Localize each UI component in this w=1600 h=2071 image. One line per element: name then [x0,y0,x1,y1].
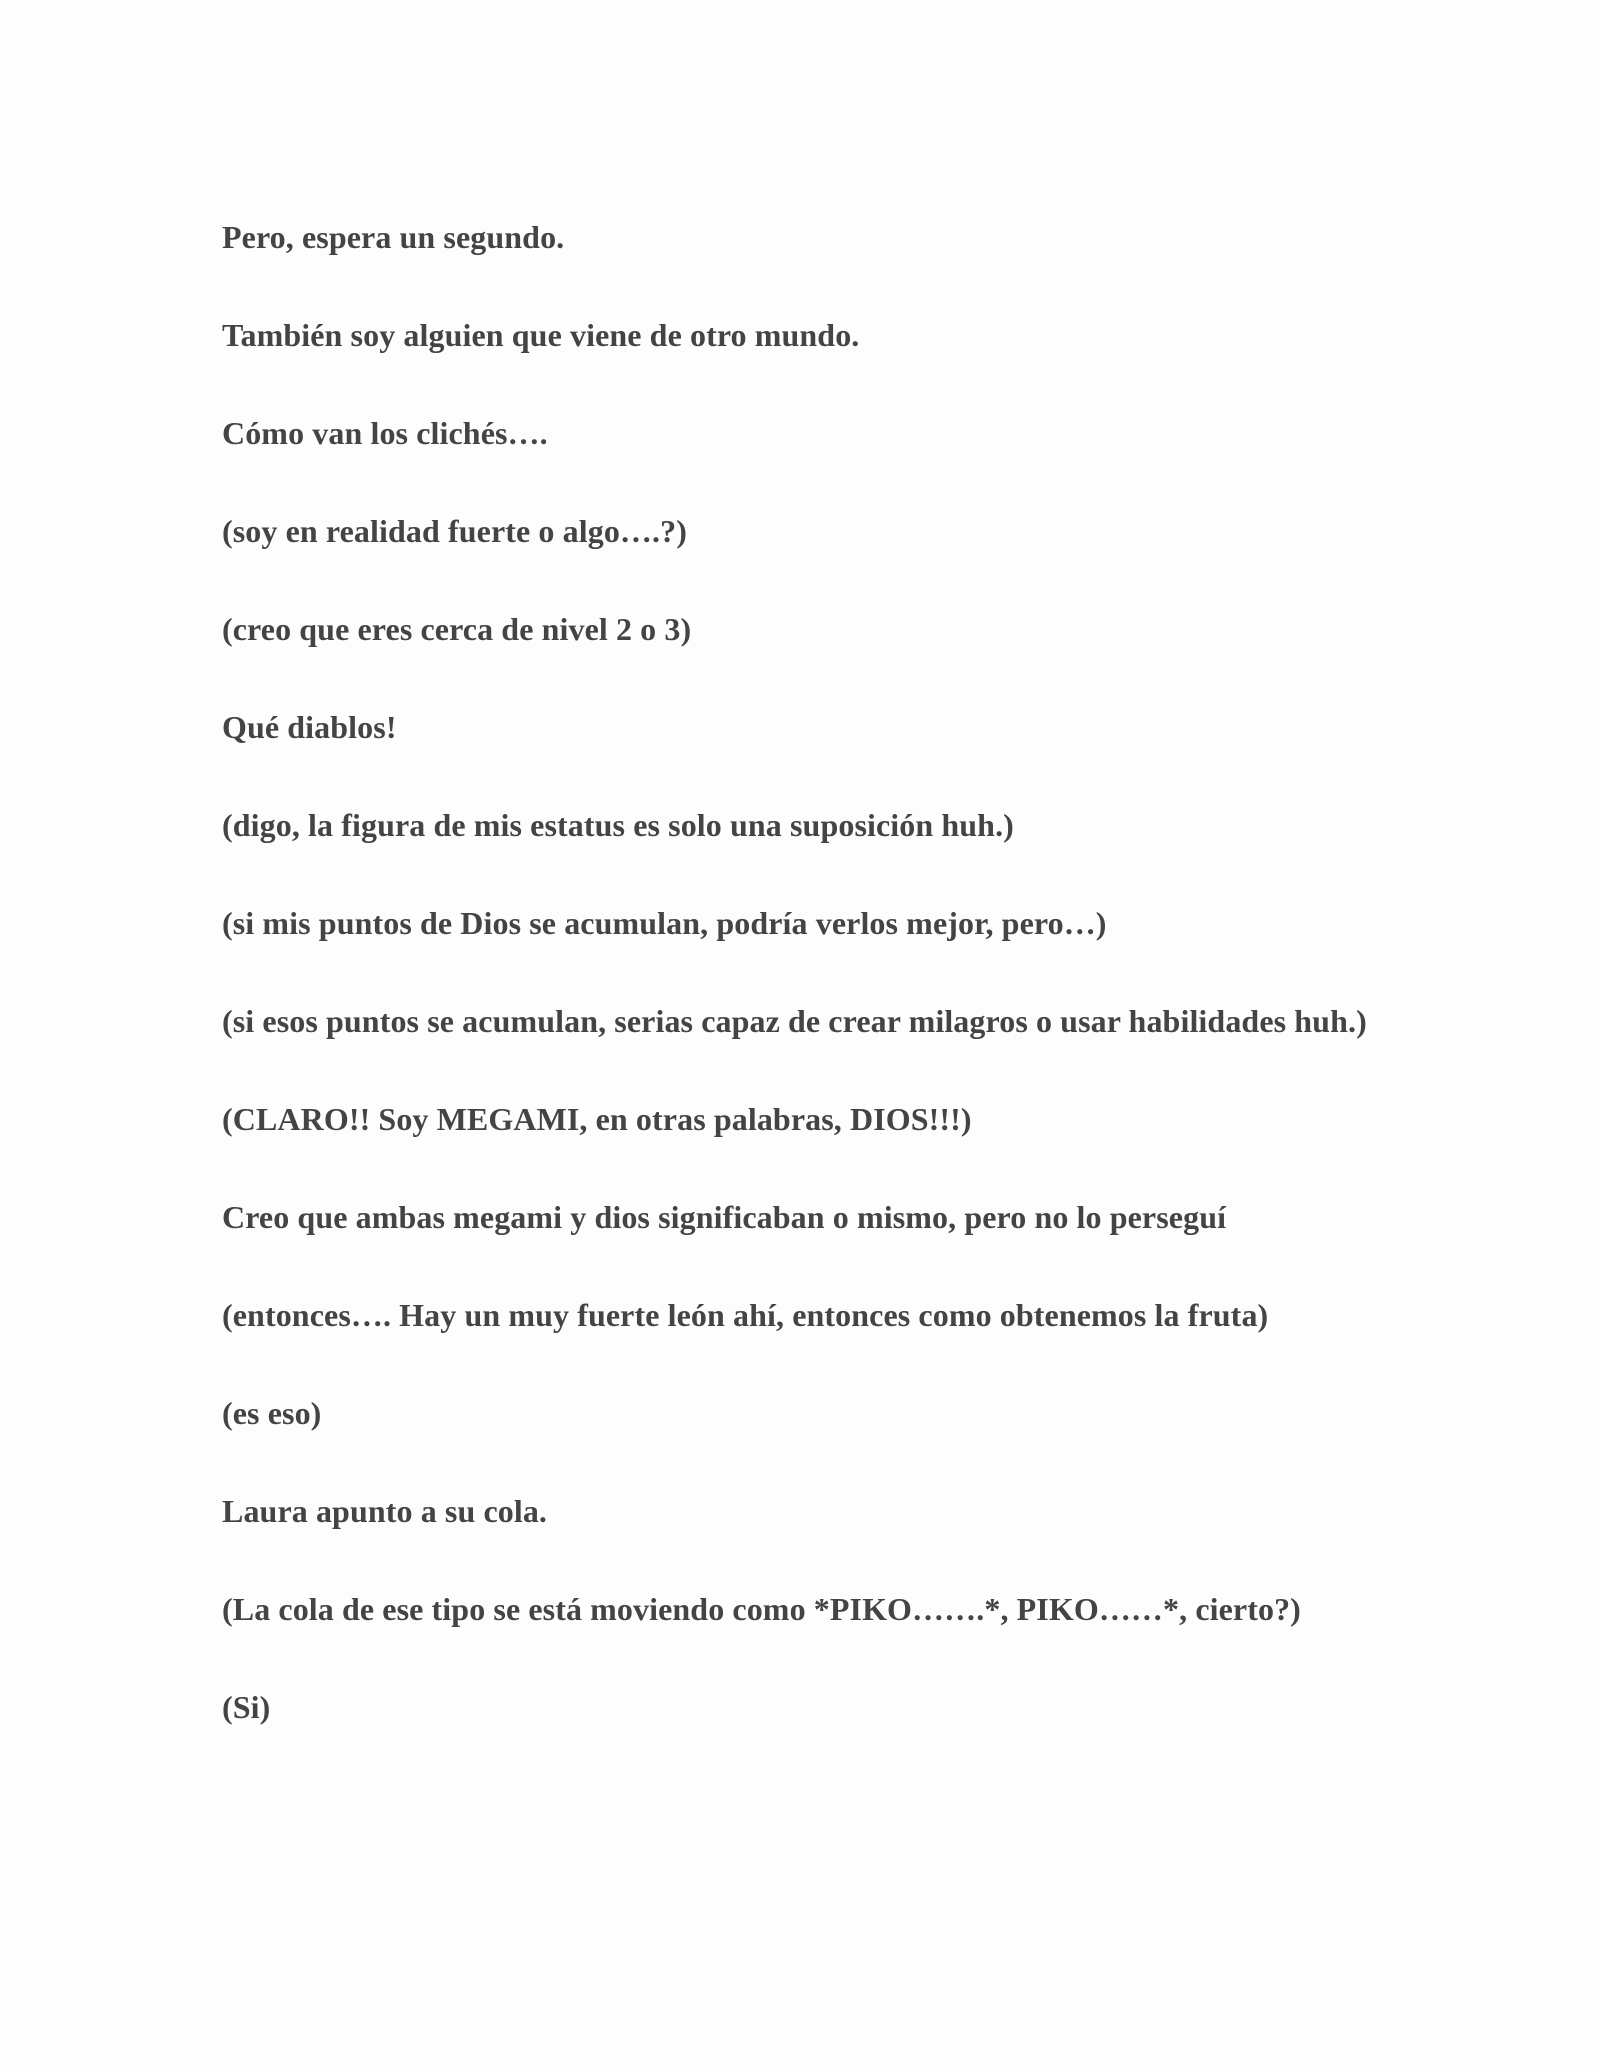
paragraph: Pero, espera un segundo. [222,219,565,255]
paragraph: Qué diablos! [222,709,397,745]
document-body [222,206,1422,1774]
paragraph: Laura apunto a su cola. [222,1493,548,1529]
paragraph: (digo, la figura de mis estatus es solo una suposición huh.) [222,807,1014,843]
paragraph: (CLARO!! Soy MEGAMI, en otras palabras, DIOS!!!) [222,1101,972,1137]
paragraph: (entonces…. Hay un muy fuerte león ahí, entonces como obtenemos la fruta) [222,1297,1269,1333]
paragraph: (Si) [222,1689,271,1725]
paragraph: (si esos puntos se acumulan, serias capaz de crear milagros o usar habilidades huh.) [222,1003,1367,1039]
paragraph: (si mis puntos de Dios se acumulan, podría verlos mejor, pero…) [222,905,1107,941]
paragraph: Creo que ambas megami y dios significaban o mismo, pero no lo perseguí [222,1199,1227,1235]
paragraph: (soy en realidad fuerte o algo….?) [222,513,687,549]
paragraph: (es eso) [222,1395,322,1431]
paragraph: También soy alguien que viene de otro mundo. [222,317,860,353]
paragraph: (creo que eres cerca de nivel 2 o 3) [222,611,692,647]
paragraph: Cómo van los clichés…. [222,415,548,451]
paragraph: (La cola de ese tipo se está moviendo como *PIKO…….*, PIKO……*, cierto?) [222,1591,1301,1627]
